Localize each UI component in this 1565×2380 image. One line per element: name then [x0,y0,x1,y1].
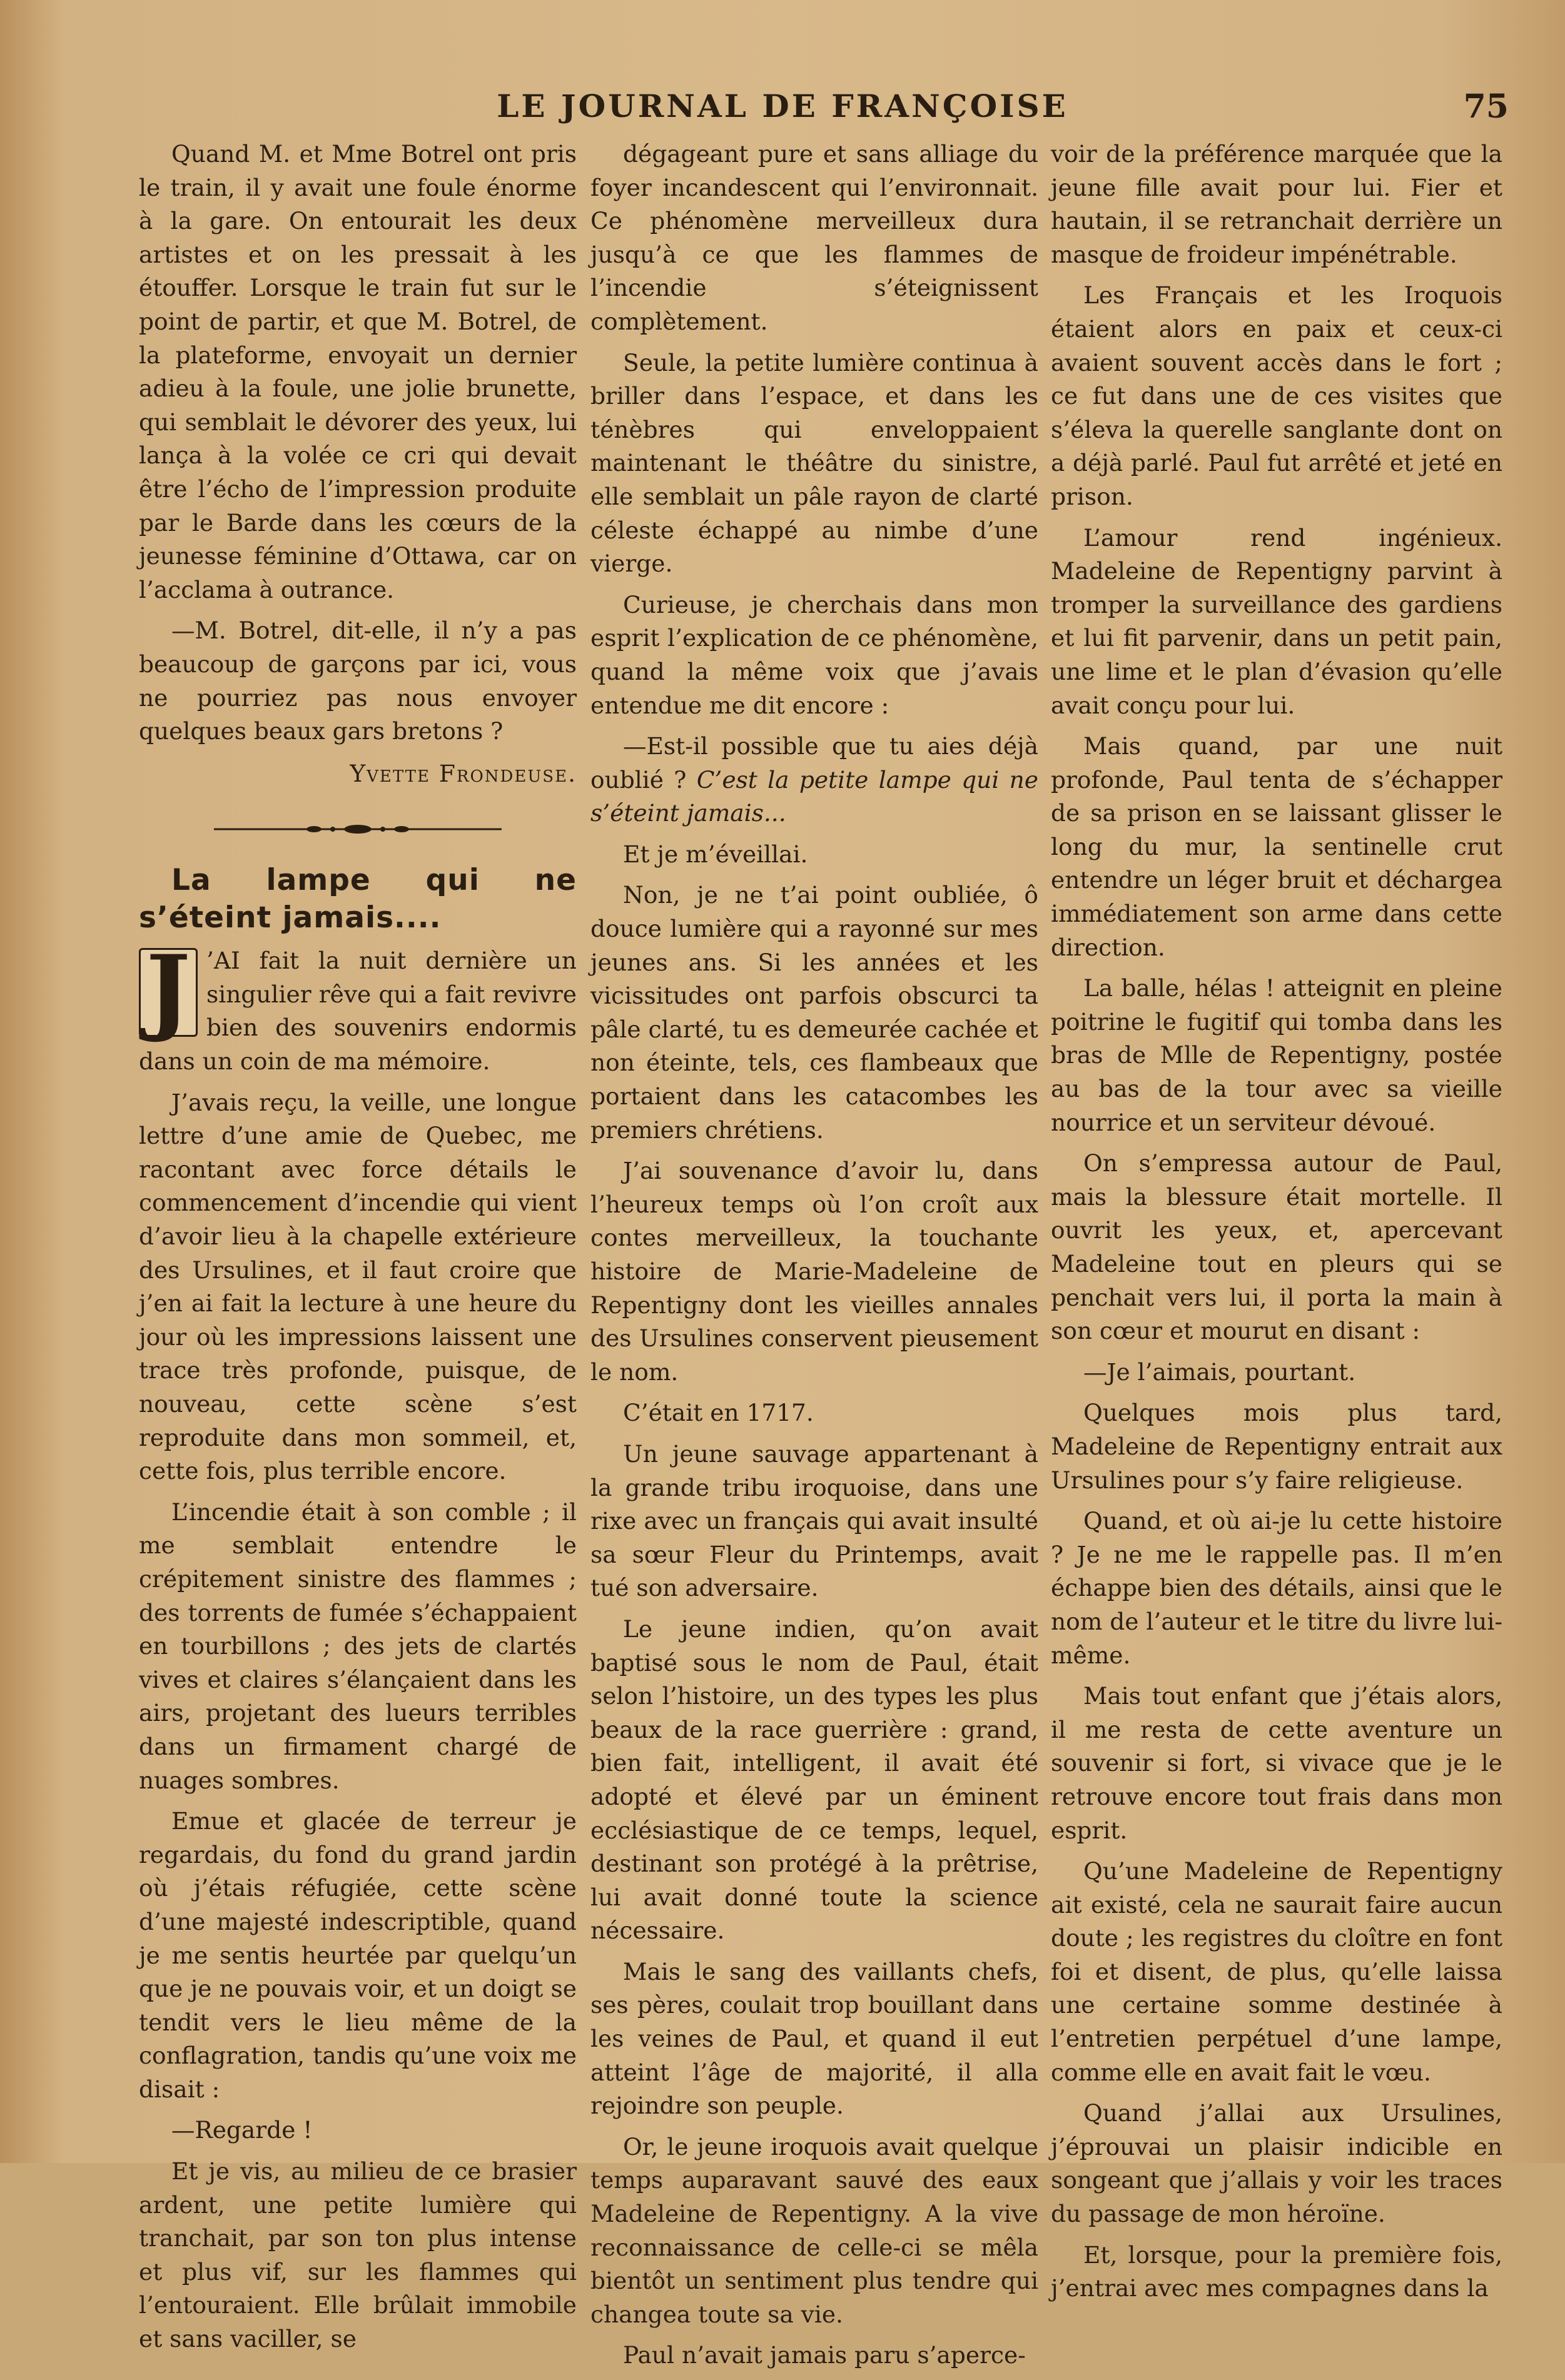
paragraph [590,730,1038,830]
article-title: La lampe qui ne s’éteint jamais.... [139,863,577,935]
paragraph: Le jeune indien, qu’on avait baptisé sous le nom de Paul, était selon l’histoire, un des types les plus beaux de la race guerrière : grand, bien fait, intelligent, il avait été adopté et élevé par un éminent ecclésiastique de ce temps, lequel, destinant son protégé à la prêtrise, lui avait donné toute la science nécessaire. [590,1615,1038,1945]
paragraph: On s’empressa autour de Paul, mais la blessure était mortelle. Il ouvrit les yeux, et, apercevant Madeleine tout en pleurs qui se penchait vers lui, il porta la main à son cœur et mourut en disant : [1051,1149,1502,1345]
paragraph: Un jeune sauvage appartenant à la grande tribu iroquoise, dans une rixe avec un français qui avait insulté sa sœur Fleur du Printemps, avait tué son adversaire. [590,1440,1038,1602]
paragraph: Et je m’éveillai. [623,840,808,868]
section-divider-ornament [139,822,577,837]
paragraph: voir de la préférence marquée que la jeune fille avait pour lui. Fier et hautain, il se retranchait derrière un masque de froideur impénétrable. [1051,140,1502,268]
paragraph: Mais tout enfant que j’étais alors, il me resta de cette aventure un souvenir si fort, si vivace que je le retrouve encore tout frais dans mon esprit. [1051,1682,1502,1844]
paragraph: Mais le sang des vaillants chefs, ses pères, coulait trop bouillant dans les veines de Paul, et quand il eut atteint l’âge de majorité, il alla rejoindre son peuple. [590,1957,1038,2120]
paragraph: Or, le jeune iroquois avait quelque temps auparavant sauvé des eaux Madeleine de Repentigny. A la vive reconnaissance de celle-ci se mêla bientôt un sentiment plus tendre qui changea toute sa vie. [590,2132,1038,2328]
paragraph: J’avais reçu, la veille, une longue lettre d’une amie de Quebec, me racontant avec force détails le commencement d’incendie qui vient d’avoir lieu à la chapelle extérieure des Ursulines, et il faut croire que j’en ai fait la lecture à une heure du jour où les impressions laissent une trace très profonde, puisque, de nouveau, cette scène s’est reproduite dans mon sommeil, et, cette fois, plus terrible encore. [139,1088,577,1485]
paragraph: —Je l’aimais, pourtant. [1083,1358,1356,1386]
paragraph: Emue et glacée de terreur je regardais, du fond du grand jardin où j’étais réfugiée, cette scène d’une majesté indescriptible, quand je me sentis heurtée par quelqu’un que je ne pouvais voir, et un doigt se tendit vers le lieu même de la conflagration, tandis qu’une voix me disait : [139,1807,577,2103]
paragraph-text: —Est-il possible que tu aies déjà oublié ? [590,732,1038,794]
page-header [0,88,1565,131]
author-signature: Yvette Frondeuse. [350,759,577,787]
paragraph: J’ai souvenance d’avoir lu, dans l’heureux temps où l’on croît aux contes merveilleux, la touchante histoire de Marie-Madeleine de Repentigny dont les vieilles annales des Ursulines conservent pieusement le nom. [590,1157,1038,1386]
paragraph: Paul n’avait jamais paru s’aperce- [623,2341,1026,2369]
paragraph: Quelques mois plus tard, Madeleine de Repentigny entrait aux Ursulines pour s’y faire religieuse. [1051,1399,1502,1494]
ornament-rule-icon [214,822,502,837]
paragraph: Et je vis, au milieu de ce brasier ardent, une petite lumière qui tranchait, par son ton plus intense et plus vif, sur les flammes qui l’entouraient. Elle brûlait immobile et sans vaciller, se [139,2157,577,2353]
paragraph: L’incendie était à son comble ; il me semblait entendre le crépitement sinistre des flammes ; des torrents de fumée s’échappaient en tourbillons ; des jets de clartés vives et claires s’élançaient dans les airs, projetant des lueurs terribles dans un firmament chargé de nuages sombres. [139,1498,577,1794]
column-3 [1051,138,1502,2313]
paragraph: —M. Botrel, dit-elle, il n’y a pas beaucoup de garçons par ici, vous ne pourriez pas nous envoyer quelques beaux gars bretons ? [139,617,577,745]
running-title: LE JOURNAL DE FRANÇOISE [497,88,1068,124]
paragraph: Seule, la petite lumière continua à briller dans l’espace, et dans les ténèbres qui enveloppaient maintenant le théâtre du sinistre, elle semblait un pâle rayon de clarté céleste échappé au nimbe d’une vierge. [590,348,1038,578]
paragraph: dégageant pure et sans alliage du foyer incandescent qui l’environnait. Ce phénomène merveilleux dura jusqu’à ce que les flammes de l’incendie s’éteignissent complètement. [590,140,1038,335]
paragraph: Quand j’allai aux Ursulines, j’éprouvai un plaisir indicible en songeant que j’allais y voir les traces du passage de mon héroïne. [1051,2099,1502,2228]
paragraph: Curieuse, je cherchais dans mon esprit l’explication de ce phénomène, quand la même voix que j’avais entendue me dit encore : [590,590,1038,719]
italic-quote: C’est la petite lampe qui ne s’éteint jamais... [590,765,1038,827]
paragraph: Quand M. et Mme Botrel ont pris le train, il y avait une foule énorme à la gare. On entourait les deux artistes et on les pressait à les étouffer. Lorsque le train fut sur le point de partir, et que M. Botrel, de la plateforme, envoyait un dernier adieu à la foule, une jolie brunette, qui semblait le dévorer des yeux, lui lança à la volée ce cri qui devait être l’écho de l’impression produite par le Barde dans les cœurs de la jeunesse féminine d’Ottawa, car on l’acclama à outrance. [139,140,577,603]
paragraph: —Regarde ! [171,2116,313,2144]
paragraph: L’amour rend ingénieux. Madeleine de Repentigny parvint à tromper la surveillance des gardiens et lui fit parvenir, dans un petit pain, une lime et le plan d’évasion qu’elle avait conçu pour lui. [1051,523,1502,719]
paragraph: Non, je ne t’ai point oubliée, ô douce lumière qui a rayonné sur mes jeunes ans. Si les années et les vicissitudes ont parfois obscurci ta pâle clarté, tu es demeurée cachée et non éteinte, tels, ces flambeaux que portaient dans les catacombes les premiers chrétiens. [590,881,1038,1144]
paragraph: Mais quand, par une nuit profonde, Paul tenta de s’échapper de sa prison en se laissant glisser le long du mur, la sentinelle crut entendre un léger bruit et déchargea immédiatement son arme dans cette direction. [1051,732,1502,961]
paragraph: Les Français et les Iroquois étaient alors en paix et ceux-ci avaient souvent accès dans le fort ; ce fut dans une de ces visites que s’éleva la querelle sanglante dont on a déjà parlé. Paul fut arrêté et jeté en prison. [1051,281,1502,510]
paragraph: Qu’une Madeleine de Repentigny ait existé, cela ne saurait faire aucun doute ; les registres du cloître en font foi et disent, de plus, qu’elle laissa une certaine somme destinée à l’entretien perpétuel d’une lampe, comme elle en avait fait le vœu. [1051,1857,1502,2086]
paragraph-text: ’AI fait la nuit dernière un singulier rêve qui a fait revivre bien des souvenirs endormis dans un coin de ma mémoire. [139,947,577,1076]
paragraph: Quand, et où ai-je lu cette histoire ? Je ne me le rappelle pas. Il m’en échappe bien des détails, ainsi que le nom de l’auteur et le titre du livre lui-même. [1051,1507,1502,1669]
page-number: 75 [1463,88,1509,126]
paragraph: C’était en 1717. [623,1399,814,1427]
drop-cap-letter: J [139,948,198,1037]
paragraph: Et, lorsque, pour la première fois, j’entrai avec mes compagnes dans la [1051,2241,1502,2302]
paragraph: La balle, hélas ! atteignit en pleine poitrine le fugitif qui tomba dans les bras de Mlle de Repentigny, postée au bas de la tour avec sa vieille nourrice et un serviteur dévoué. [1051,974,1502,1136]
column-1 [139,138,577,2364]
column-2 [590,138,1038,2380]
paragraph-with-dropcap [139,935,577,1078]
